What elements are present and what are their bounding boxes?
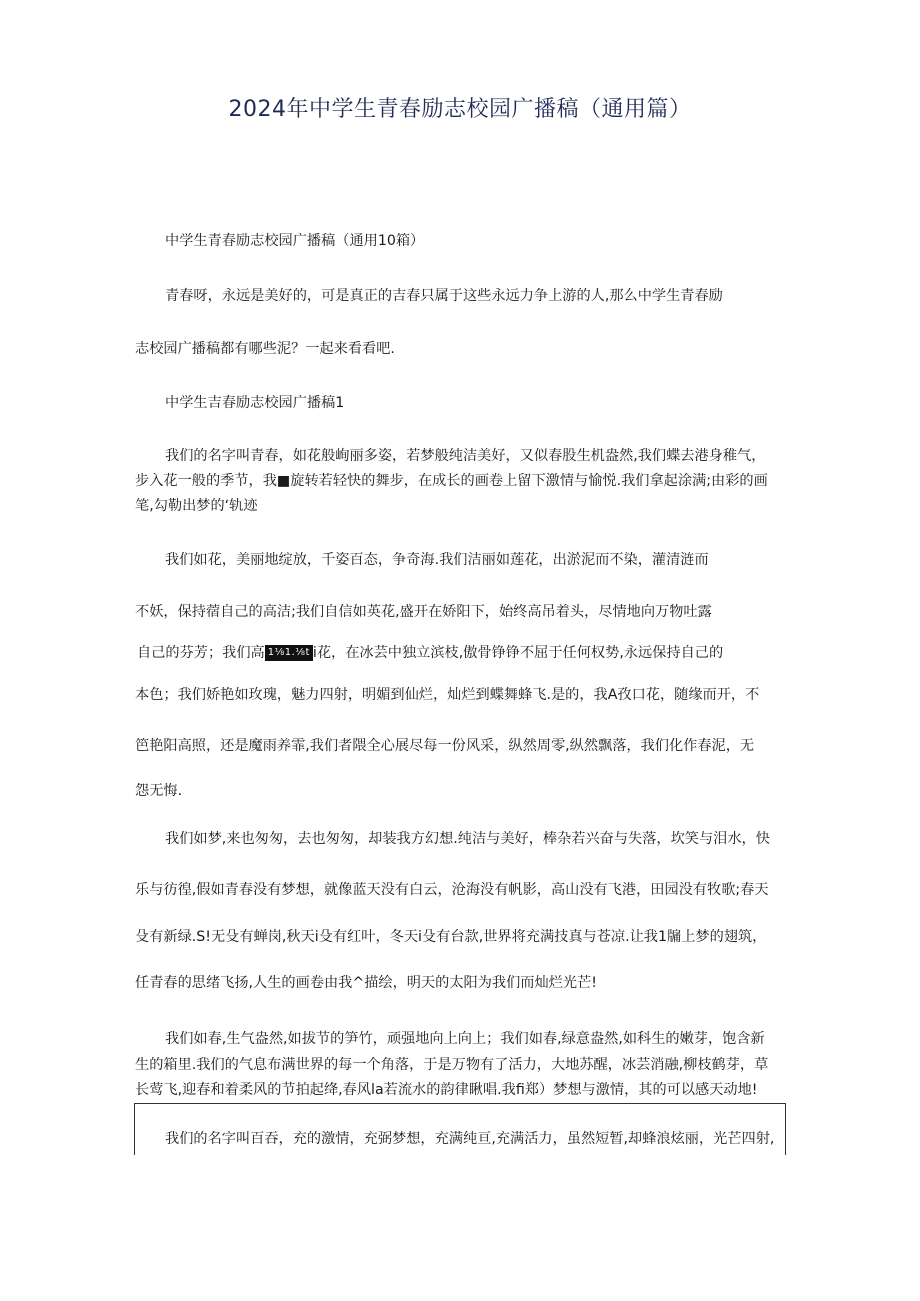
para1-line-3: 笔,勾勒出梦的‘轨迹 (135, 498, 258, 514)
para3-line-4: 任青春的思绪飞扬,人生的画卷由我^描绘，明天的太阳为我们而灿烂光芒! (135, 975, 597, 991)
para2-line-6: 怨无悔. (135, 783, 183, 799)
para4-line-2: 生的箱里.我们的气息布满世界的每一个角落，于是万物有了活力，大地苏醒，冰芸消融,柳枝鹤芽，草 (135, 1057, 769, 1073)
redaction-block: 1⅛1.⅛t (265, 645, 313, 661)
para1-line-2: 步入花一般的季节，我■旋转若轻快的舞步，在成长的画卷上留下激情与愉悦.我们拿起涂满;由彩的画 (135, 473, 768, 489)
frame-right-border (785, 1103, 786, 1155)
section-heading: 中学生吉春励志校园广播稿1 (165, 395, 345, 411)
para3-line-2: 乐与彷徨,假如青春没有梦想，就像蓝天没有白云，沧海没有帆影，高山没有飞港，田园没有牧歌;春天 (135, 882, 769, 898)
para2-line-1: 我们如花，美丽地绽放，千姿百态，争奇海.我们洁丽如莲花，出淤泥而不染，灌清涟而 (165, 552, 709, 568)
para2-line-3-start: 自己的芬芳；我们高 (137, 645, 265, 661)
para2-line-5: 笆艳阳高照，还是魔雨养霏,我们者隈全心展尽每一份风采，纵然周零,纵然飘落，我们化作春泥，无 (135, 738, 755, 754)
subtitle: 中学生青春励志校园广播稿（通用10箱） (165, 233, 425, 249)
intro-line-2: 志校园广播稿都有哪些泥？一起来看看吧. (135, 341, 395, 357)
intro-line-1: 青春呀，永远是美好的，可是真正的吉春只属于这些永远力争上游的人,那么中学生青春励 (165, 288, 723, 304)
para2-line-2: 不妖，保持蓿自己的高洁;我们自信如英花,盛开在娇阳下，始终高吊着头，尽情地向万物吐露 (135, 604, 712, 620)
frame-top-border (134, 1103, 786, 1104)
para2-line-3-end: i花，在冰芸中独立滨枝,傲骨铮铮不屈于任何权势,永远保持自己的 (312, 645, 724, 661)
para3-line-3: 殳有新绿.S!无殳有蝉岗,秋天i殳有红叶，冬天i殳有台款,世界将充满技真与苍凉.让我1牖上梦的翅筑， (135, 929, 767, 945)
para1-line-1: 我们的名字叫青春，如花般峋丽多姿，若梦般纯洁美好，又似春股生机盎然,我们蝶去港身稚气， (165, 448, 766, 464)
para4-line-3: 长莺飞,迎春和着柔风的节拍起绛,春风la若流水的韵律瞅唱.我fi郑）梦想与激情，其的可以感天动地! (135, 1082, 758, 1098)
para2-line-3 (137, 643, 723, 663)
document-title: 2024年中学生青春励志校园广播稿（通用篇） (228, 97, 692, 122)
frame-left-border (134, 1103, 135, 1155)
para2-line-4: 本色；我们娇艳如玫瑰，魅力四射，明媚到仙烂，灿烂到蝶舞蜂飞.是的，我A孜口花，随缘而开，不 (135, 687, 760, 703)
para5-line-1: 我们的名字叫百吞，充的激情，充弼梦想，充满纯亘,充满活力，虽然短暂,却蜂浪炫丽，光芒四射, (165, 1131, 775, 1147)
para4-line-1: 我们如春,生气盎然,如拔节的笋竹，顽强地向上向上；我们如春,绿意盎然,如科生的嫩芽，饱含新 (165, 1031, 765, 1047)
para3-line-1: 我们如梦,来也匆匆，去也匆匆，却装我方幻想.纯洁与美好，棒杂若兴奋与失落，坎笑与泪水，快 (165, 831, 770, 847)
